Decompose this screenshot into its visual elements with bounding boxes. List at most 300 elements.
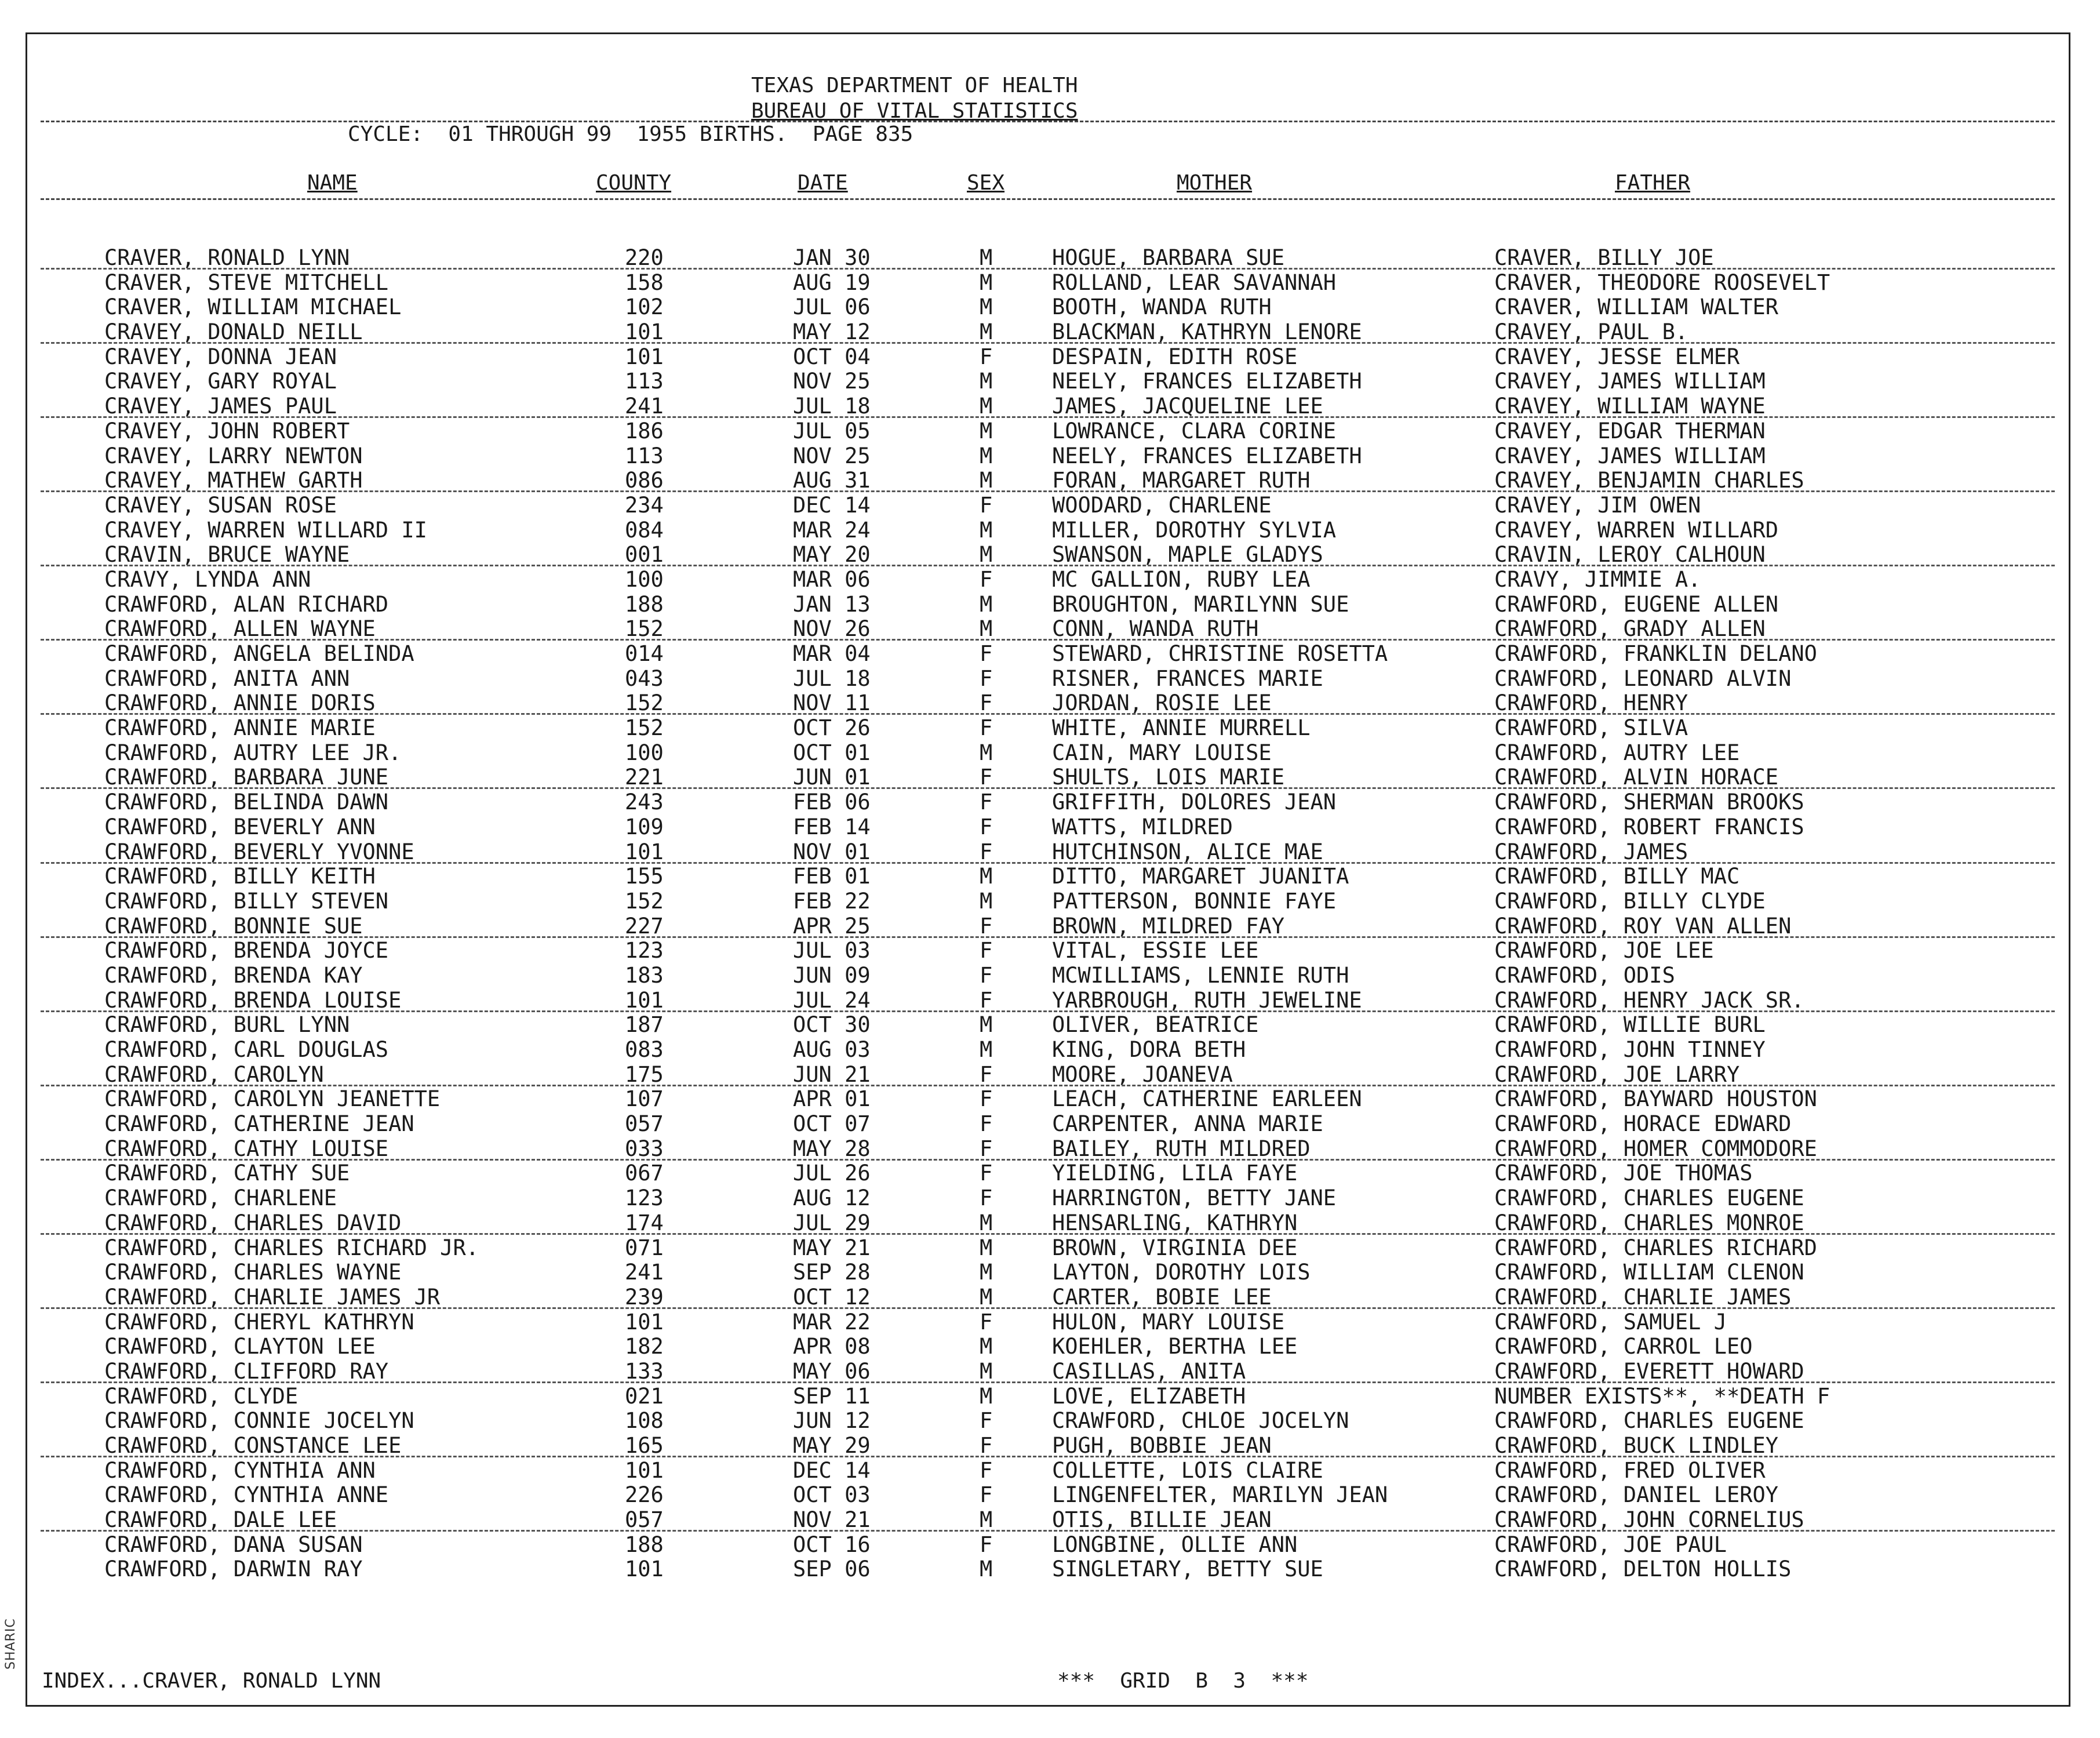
cell-sex: F — [980, 1457, 993, 1483]
table-row — [0, 1186, 2100, 1211]
table-row — [0, 1384, 2100, 1409]
cell-father: NUMBER EXISTS**, **DEATH F — [1494, 1383, 1830, 1409]
cell-date: NOV 01 — [793, 839, 871, 864]
cell-father: CRAWFORD, JOHN TINNEY — [1494, 1037, 1766, 1062]
cell-mother: PATTERSON, BONNIE FAYE — [1052, 888, 1337, 914]
cell-date: SEP 28 — [793, 1260, 871, 1285]
cell-father: CRAWFORD, CHARLIE JAMES — [1494, 1284, 1792, 1310]
cell-county: 133 — [625, 1358, 664, 1384]
cell-mother: MCWILLIAMS, LENNIE RUTH — [1052, 962, 1349, 988]
cell-sex: F — [980, 1161, 993, 1186]
cell-mother: KOEHLER, BERTHA LEE — [1052, 1334, 1298, 1359]
cell-date: JUL 06 — [793, 294, 871, 320]
cell-date: FEB 22 — [793, 888, 871, 914]
cell-sex: M — [980, 294, 993, 320]
cell-mother: RISNER, FRANCES MARIE — [1052, 666, 1323, 691]
cell-county: 109 — [625, 814, 664, 839]
cell-date: OCT 03 — [793, 1482, 871, 1508]
cell-name: CRAWFORD, AUTRY LEE JR. — [104, 740, 402, 765]
cell-county: 187 — [625, 1012, 664, 1038]
cell-father: CRAWFORD, JOE LEE — [1494, 938, 1714, 963]
cell-name: CRAWFORD, BILLY KEITH — [104, 864, 376, 889]
cell-mother: JORDAN, ROSIE LEE — [1052, 690, 1272, 716]
cell-name: CRAWFORD, ALAN RICHARD — [104, 591, 389, 617]
cell-father: CRAWFORD, BILLY CLYDE — [1494, 888, 1766, 914]
cell-sex: F — [980, 1408, 993, 1434]
cell-date: DEC 14 — [793, 492, 871, 518]
column-header-rule — [41, 198, 2055, 200]
cell-sex: M — [980, 542, 993, 568]
header-subtitle: BUREAU OF VITAL STATISTICS — [751, 99, 1078, 123]
cell-mother: MILLER, DOROTHY SYLVIA — [1052, 517, 1337, 543]
cell-sex: M — [980, 443, 993, 468]
cell-sex: M — [980, 517, 993, 543]
cell-name: CRAWFORD, BELINDA DAWN — [104, 790, 389, 815]
cell-county: 241 — [625, 1260, 664, 1285]
cell-name: CRAWFORD, CONNIE JOCELYN — [104, 1408, 414, 1434]
cell-county: 234 — [625, 492, 664, 518]
cell-father: CRAWFORD, CARROL LEO — [1494, 1334, 1753, 1359]
cell-mother: LAYTON, DOROTHY LOIS — [1052, 1260, 1311, 1285]
table-row — [0, 617, 2100, 642]
cell-mother: BROWN, MILDRED FAY — [1052, 913, 1284, 939]
cell-name: CRAWFORD, BURL LYNN — [104, 1012, 350, 1038]
cell-father: CRAWFORD, SAMUEL J — [1494, 1309, 1727, 1335]
table-row — [0, 444, 2100, 469]
cell-mother: WOODARD, CHARLENE — [1052, 492, 1272, 518]
cell-sex: F — [980, 790, 993, 815]
table-row — [0, 642, 2100, 667]
cell-father: CRAWFORD, HENRY — [1494, 690, 1688, 716]
cell-county: 014 — [625, 641, 664, 666]
cell-mother: LINGENFELTER, MARILYN JEAN — [1052, 1482, 1388, 1508]
cell-sex: M — [980, 1383, 993, 1409]
record-list — [0, 246, 2100, 1582]
cell-county: 152 — [625, 888, 664, 914]
cell-sex: F — [980, 666, 993, 691]
cell-date: JUL 18 — [793, 666, 871, 691]
cell-mother: OLIVER, BEATRICE — [1052, 1012, 1259, 1038]
cell-name: CRAWFORD, BILLY STEVEN — [104, 888, 389, 914]
cell-county: 152 — [625, 690, 664, 716]
cell-sex: F — [980, 690, 993, 716]
cell-date: MAY 28 — [793, 1136, 871, 1161]
cell-mother: MOORE, JOANEVA — [1052, 1061, 1233, 1087]
cell-mother: ROLLAND, LEAR SAVANNAH — [1052, 270, 1337, 295]
cell-father: CRAWFORD, CHARLES RICHARD — [1494, 1235, 1817, 1260]
table-row — [0, 716, 2100, 741]
cell-name: CRAWFORD, CARL DOUGLAS — [104, 1037, 389, 1062]
cell-county: 113 — [625, 443, 664, 468]
cell-sex: F — [980, 1086, 993, 1112]
cell-mother: HENSARLING, KATHRYN — [1052, 1210, 1298, 1235]
cell-sex: F — [980, 1136, 993, 1161]
cell-father: CRAVIN, LEROY CALHOUN — [1494, 542, 1766, 568]
cell-date: AUG 31 — [793, 468, 871, 493]
cell-date: JUL 18 — [793, 394, 871, 419]
cell-sex: M — [980, 394, 993, 419]
cell-county: 101 — [625, 987, 664, 1013]
cell-date: OCT 12 — [793, 1284, 871, 1310]
cell-sex: F — [980, 814, 993, 839]
cell-mother: BOOTH, WANDA RUTH — [1052, 294, 1272, 320]
cell-sex: M — [980, 1012, 993, 1038]
table-row — [0, 1013, 2100, 1038]
cell-name: CRAWFORD, CHARLES DAVID — [104, 1210, 402, 1235]
cell-mother: COLLETTE, LOIS CLAIRE — [1052, 1457, 1323, 1483]
cell-sex: M — [980, 1284, 993, 1310]
cell-mother: BROUGHTON, MARILYNN SUE — [1052, 591, 1349, 617]
cell-mother: HULON, MARY LOUISE — [1052, 1309, 1284, 1335]
cell-sex: F — [980, 987, 993, 1013]
cell-county: 239 — [625, 1284, 664, 1310]
cell-county: 057 — [625, 1111, 664, 1137]
cell-county: 100 — [625, 566, 664, 592]
cell-county: 226 — [625, 1482, 664, 1508]
cell-father: CRAVEY, PAUL B. — [1494, 319, 1688, 345]
table-row — [0, 394, 2100, 419]
cell-name: CRAWFORD, CLIFFORD RAY — [104, 1358, 389, 1384]
cell-father: CRAWFORD, CHARLES EUGENE — [1494, 1408, 1804, 1434]
table-row — [0, 369, 2100, 394]
cell-father: CRAWFORD, EVERETT HOWARD — [1494, 1358, 1804, 1384]
cell-name: CRAWFORD, BONNIE SUE — [104, 913, 363, 939]
cell-date: JAN 30 — [793, 245, 871, 270]
col-header-date: DATE — [798, 171, 848, 195]
cell-mother: HOGUE, BARBARA SUE — [1052, 245, 1284, 270]
cell-county: 033 — [625, 1136, 664, 1161]
cell-name: CRAWFORD, BRENDA JOYCE — [104, 938, 389, 963]
cell-sex: M — [980, 418, 993, 443]
cell-father: CRAWFORD, EUGENE ALLEN — [1494, 591, 1779, 617]
cell-father: CRAVER, BILLY JOE — [1494, 245, 1714, 270]
cell-date: OCT 16 — [793, 1532, 871, 1557]
cell-county: 152 — [625, 715, 664, 741]
col-header-sex: SEX — [967, 171, 1005, 195]
cell-date: MAY 06 — [793, 1358, 871, 1384]
cell-name: CRAWFORD, ANGELA BELINDA — [104, 641, 414, 666]
cell-father: CRAVEY, JAMES WILLIAM — [1494, 369, 1766, 394]
cell-father: CRAVEY, JAMES WILLIAM — [1494, 443, 1766, 468]
cell-mother: BAILEY, RUTH MILDRED — [1052, 1136, 1311, 1161]
table-row — [0, 320, 2100, 345]
cell-date: MAY 29 — [793, 1433, 871, 1458]
cell-county: 152 — [625, 616, 664, 642]
cell-county: 186 — [625, 418, 664, 443]
cell-name: CRAWFORD, ANNIE DORIS — [104, 690, 376, 716]
cell-county: 241 — [625, 394, 664, 419]
cell-father: CRAWFORD, AUTRY LEE — [1494, 740, 1740, 765]
cell-sex: M — [980, 616, 993, 642]
table-row — [0, 939, 2100, 963]
header-title: TEXAS DEPARTMENT OF HEALTH — [751, 74, 1078, 97]
cell-father: CRAWFORD, JOE PAUL — [1494, 1532, 1727, 1557]
cell-father: CRAWFORD, FRED OLIVER — [1494, 1457, 1766, 1483]
cell-mother: DESPAIN, EDITH ROSE — [1052, 344, 1298, 369]
cell-name: CRAWFORD, CAROLYN — [104, 1061, 324, 1087]
cell-mother: CARTER, BOBIE LEE — [1052, 1284, 1272, 1310]
cell-county: 243 — [625, 790, 664, 815]
cell-sex: M — [980, 369, 993, 394]
cell-mother: MC GALLION, RUBY LEA — [1052, 566, 1311, 592]
cell-date: NOV 11 — [793, 690, 871, 716]
col-header-county: COUNTY — [596, 171, 672, 195]
cell-name: CRAVEY, JOHN ROBERT — [104, 418, 350, 443]
cell-sex: M — [980, 319, 993, 345]
cell-name: CRAWFORD, ANNIE MARIE — [104, 715, 376, 741]
cell-county: 083 — [625, 1037, 664, 1062]
cell-mother: YARBROUGH, RUTH JEWELINE — [1052, 987, 1362, 1013]
cell-mother: CONN, WANDA RUTH — [1052, 616, 1259, 642]
table-row — [0, 1335, 2100, 1359]
cell-date: FEB 14 — [793, 814, 871, 839]
table-row — [0, 568, 2100, 592]
table-row — [0, 1112, 2100, 1137]
cell-date: AUG 19 — [793, 270, 871, 295]
cell-county: 123 — [625, 938, 664, 963]
cell-name: CRAVY, LYNDA ANN — [104, 566, 311, 592]
table-row — [0, 765, 2100, 790]
cell-name: CRAVEY, DONNA JEAN — [104, 344, 337, 369]
table-row — [0, 1161, 2100, 1186]
cell-date: APR 25 — [793, 913, 871, 939]
cell-sex: F — [980, 344, 993, 369]
cell-father: CRAWFORD, SILVA — [1494, 715, 1688, 741]
cell-name: CRAVER, WILLIAM MICHAEL — [104, 294, 402, 320]
table-row — [0, 963, 2100, 988]
cell-county: 123 — [625, 1186, 664, 1211]
cell-sex: M — [980, 864, 993, 889]
table-row — [0, 1260, 2100, 1285]
cell-name: CRAWFORD, CATHY SUE — [104, 1161, 350, 1186]
cell-date: NOV 25 — [793, 369, 871, 394]
cell-mother: OTIS, BILLIE JEAN — [1052, 1507, 1272, 1533]
cell-mother: LEACH, CATHERINE EARLEEN — [1052, 1086, 1362, 1112]
cell-county: 067 — [625, 1161, 664, 1186]
cell-father: CRAWFORD, DELTON HOLLIS — [1494, 1557, 1792, 1582]
cell-date: MAY 20 — [793, 542, 871, 568]
cell-county: 021 — [625, 1383, 664, 1409]
cell-sex: F — [980, 1309, 993, 1335]
cell-father: CRAVY, JIMMIE A. — [1494, 566, 1701, 592]
table-row — [0, 271, 2100, 296]
table-row — [0, 691, 2100, 716]
cell-name: CRAWFORD, CHARLES RICHARD JR. — [104, 1235, 479, 1260]
cell-father: CRAWFORD, ROBERT FRANCIS — [1494, 814, 1804, 839]
cell-county: 071 — [625, 1235, 664, 1260]
table-row — [0, 295, 2100, 320]
cell-date: MAR 06 — [793, 566, 871, 592]
cell-father: CRAWFORD, HOMER COMMODORE — [1494, 1136, 1817, 1161]
table-row — [0, 592, 2100, 617]
cell-mother: CARPENTER, ANNA MARIE — [1052, 1111, 1323, 1137]
cell-father: CRAWFORD, JOE THOMAS — [1494, 1161, 1753, 1186]
cell-county: 101 — [625, 1557, 664, 1582]
cell-father: CRAWFORD, WILLIE BURL — [1494, 1012, 1766, 1038]
cell-sex: F — [980, 962, 993, 988]
table-row — [0, 889, 2100, 914]
cell-mother: CASILLAS, ANITA — [1052, 1358, 1246, 1384]
cell-date: OCT 04 — [793, 344, 871, 369]
cell-sex: F — [980, 765, 993, 790]
cell-sex: M — [980, 1235, 993, 1260]
cell-name: CRAWFORD, DANA SUSAN — [104, 1532, 363, 1557]
cell-name: CRAVEY, GARY ROYAL — [104, 369, 337, 394]
cell-name: CRAWFORD, CHARLES WAYNE — [104, 1260, 402, 1285]
cell-name: CRAWFORD, BRENDA KAY — [104, 962, 363, 988]
footer-index: INDEX...CRAVER, RONALD LYNN — [42, 1669, 381, 1693]
cell-date: AUG 12 — [793, 1186, 871, 1211]
cell-date: SEP 06 — [793, 1557, 871, 1582]
cell-name: CRAWFORD, CHARLENE — [104, 1186, 337, 1211]
cell-date: JUL 03 — [793, 938, 871, 963]
cell-father: CRAWFORD, DANIEL LEROY — [1494, 1482, 1779, 1508]
cell-date: FEB 06 — [793, 790, 871, 815]
cell-name: CRAWFORD, BARBARA JUNE — [104, 765, 389, 790]
cell-name: CRAWFORD, CATHY LOUISE — [104, 1136, 389, 1161]
cell-mother: LOVE, ELIZABETH — [1052, 1383, 1246, 1409]
cell-sex: M — [980, 1210, 993, 1235]
cell-father: CRAWFORD, ODIS — [1494, 962, 1675, 988]
cell-name: CRAVEY, LARRY NEWTON — [104, 443, 363, 468]
side-mark: SHARIC — [3, 1618, 18, 1670]
cell-sex: M — [980, 591, 993, 617]
header-rule — [41, 121, 2055, 122]
cell-county: 101 — [625, 319, 664, 345]
cell-county: 182 — [625, 1334, 664, 1359]
cell-name: CRAWFORD, CATHERINE JEAN — [104, 1111, 414, 1137]
cell-date: DEC 14 — [793, 1457, 871, 1483]
cell-father: CRAWFORD, ALVIN HORACE — [1494, 765, 1779, 790]
table-row — [0, 864, 2100, 889]
cell-mother: FORAN, MARGARET RUTH — [1052, 468, 1311, 493]
cell-sex: M — [980, 1507, 993, 1533]
cell-date: OCT 07 — [793, 1111, 871, 1137]
cell-county: 155 — [625, 864, 664, 889]
table-row — [0, 1359, 2100, 1384]
cell-father: CRAVER, THEODORE ROOSEVELT — [1494, 270, 1830, 295]
table-row — [0, 914, 2100, 939]
footer-grid: *** GRID B 3 *** — [1057, 1669, 1309, 1693]
cycle-line: CYCLE: 01 THROUGH 99 1955 BIRTHS. PAGE 835 — [348, 122, 913, 146]
cell-sex: F — [980, 492, 993, 518]
cell-date: FEB 01 — [793, 864, 871, 889]
cell-name: CRAWFORD, BEVERLY YVONNE — [104, 839, 414, 864]
cell-date: MAR 04 — [793, 641, 871, 666]
col-header-name: NAME — [307, 171, 358, 195]
cell-date: JUN 09 — [793, 962, 871, 988]
cell-county: 001 — [625, 542, 664, 568]
cell-father: CRAWFORD, HENRY JACK SR. — [1494, 987, 1804, 1013]
cell-sex: M — [980, 270, 993, 295]
cell-name: CRAVEY, MATHEW GARTH — [104, 468, 363, 493]
cell-mother: PUGH, BOBBIE JEAN — [1052, 1433, 1272, 1458]
table-row — [0, 419, 2100, 444]
cell-father: CRAWFORD, HORACE EDWARD — [1494, 1111, 1792, 1137]
table-row — [0, 543, 2100, 568]
cell-date: JUN 21 — [793, 1061, 871, 1087]
cell-county: 220 — [625, 245, 664, 270]
cell-sex: F — [980, 1532, 993, 1557]
cell-sex: M — [980, 1260, 993, 1285]
cell-father: CRAWFORD, CHARLES EUGENE — [1494, 1186, 1804, 1211]
cell-date: JUL 26 — [793, 1161, 871, 1186]
table-row — [0, 815, 2100, 840]
cell-date: MAR 22 — [793, 1309, 871, 1335]
table-row — [0, 1557, 2100, 1582]
cell-date: JUN 12 — [793, 1408, 871, 1434]
cell-father: CRAWFORD, SHERMAN BROOKS — [1494, 790, 1804, 815]
cell-sex: F — [980, 938, 993, 963]
cell-father: CRAWFORD, BILLY MAC — [1494, 864, 1740, 889]
cell-name: CRAWFORD, DALE LEE — [104, 1507, 337, 1533]
cell-sex: F — [980, 1111, 993, 1137]
cell-mother: KING, DORA BETH — [1052, 1037, 1246, 1062]
cell-date: APR 01 — [793, 1086, 871, 1112]
table-row — [0, 1508, 2100, 1533]
cell-county: 221 — [625, 765, 664, 790]
cell-mother: LOWRANCE, CLARA CORINE — [1052, 418, 1337, 443]
cell-father: CRAWFORD, JOE LARRY — [1494, 1061, 1740, 1087]
cell-date: NOV 21 — [793, 1507, 871, 1533]
cell-date: NOV 26 — [793, 616, 871, 642]
cell-father: CRAVEY, JESSE ELMER — [1494, 344, 1740, 369]
cell-sex: M — [980, 1557, 993, 1582]
cell-name: CRAWFORD, CYNTHIA ANN — [104, 1457, 376, 1483]
cell-father: CRAWFORD, JOHN CORNELIUS — [1494, 1507, 1804, 1533]
cell-date: JAN 13 — [793, 591, 871, 617]
cell-father: CRAVEY, WILLIAM WAYNE — [1494, 394, 1766, 419]
table-row — [0, 1533, 2100, 1558]
cell-father: CRAWFORD, FRANKLIN DELANO — [1494, 641, 1817, 666]
cell-county: 100 — [625, 740, 664, 765]
cell-mother: CAIN, MARY LOUISE — [1052, 740, 1272, 765]
table-row — [0, 1434, 2100, 1459]
cell-date: JUL 05 — [793, 418, 871, 443]
cell-county: 057 — [625, 1507, 664, 1533]
cell-mother: JAMES, JACQUELINE LEE — [1052, 394, 1323, 419]
table-row — [0, 468, 2100, 493]
cell-sex: M — [980, 1358, 993, 1384]
cell-name: CRAWFORD, CYNTHIA ANNE — [104, 1482, 389, 1508]
cell-county: 101 — [625, 839, 664, 864]
cell-name: CRAVEY, DONALD NEILL — [104, 319, 363, 345]
table-row — [0, 1087, 2100, 1112]
cell-father: CRAWFORD, JAMES — [1494, 839, 1688, 864]
cell-county: 175 — [625, 1061, 664, 1087]
cell-county: 101 — [625, 344, 664, 369]
cell-father: CRAVEY, WARREN WILLARD — [1494, 517, 1779, 543]
cell-county: 101 — [625, 1309, 664, 1335]
cell-father: CRAVER, WILLIAM WALTER — [1494, 294, 1779, 320]
cell-mother: NEELY, FRANCES ELIZABETH — [1052, 443, 1362, 468]
cell-county: 101 — [625, 1457, 664, 1483]
cell-county: 188 — [625, 591, 664, 617]
cell-name: CRAWFORD, BEVERLY ANN — [104, 814, 376, 839]
cell-county: 158 — [625, 270, 664, 295]
cell-sex: M — [980, 740, 993, 765]
cell-father: CRAVEY, BENJAMIN CHARLES — [1494, 468, 1804, 493]
cell-date: JUL 29 — [793, 1210, 871, 1235]
table-row — [0, 667, 2100, 692]
cell-county: 108 — [625, 1408, 664, 1434]
cell-sex: M — [980, 1334, 993, 1359]
cell-sex: F — [980, 1482, 993, 1508]
cell-father: CRAWFORD, WILLIAM CLENON — [1494, 1260, 1804, 1285]
cell-name: CRAWFORD, ALLEN WAYNE — [104, 616, 376, 642]
table-row — [0, 1409, 2100, 1434]
cell-date: OCT 01 — [793, 740, 871, 765]
